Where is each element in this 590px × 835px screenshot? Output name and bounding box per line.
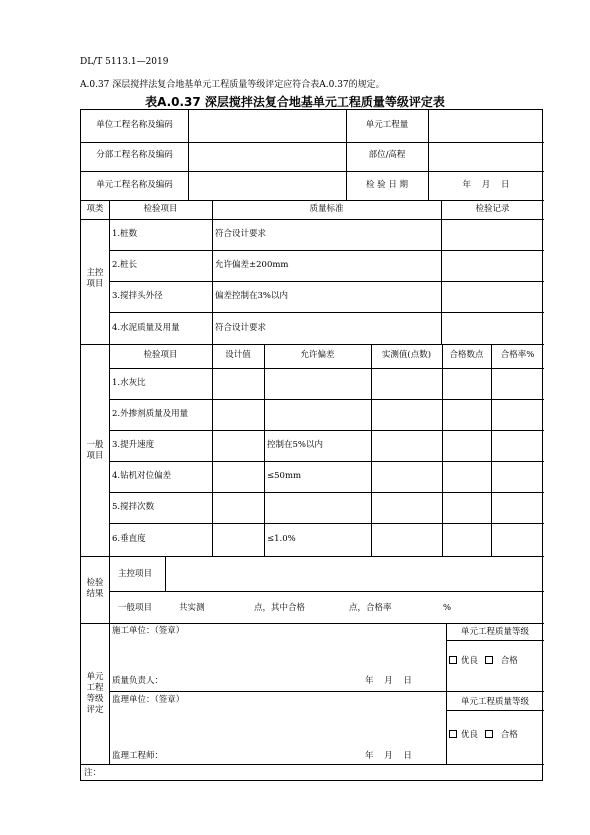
check-date-value: 年 月 日: [462, 180, 510, 190]
item-header: 检验项目: [143, 204, 178, 214]
grid-line: [81, 142, 544, 143]
excellent-checkbox[interactable]: [449, 730, 457, 738]
general-item-allow: 控制在5%以内: [267, 440, 323, 450]
main-item-name: 3.搅拌头外径: [112, 291, 163, 301]
general-item-name: 5.搅拌次数: [112, 502, 155, 512]
general-item-name: 1.水灰比: [112, 378, 146, 388]
category-header: 项类: [86, 204, 104, 214]
result-label: 检验结果: [86, 578, 104, 599]
grid-line: [109, 368, 544, 369]
main-item-standard: 符合设计要求: [215, 229, 267, 239]
grid-line: [441, 200, 442, 344]
grid-line: [109, 312, 544, 313]
main-item-standard: 偏差控制在3%以内: [215, 291, 288, 301]
grid-line: [81, 219, 544, 220]
main-control-label: 主控项目: [86, 268, 104, 289]
standard-header: 质量标准: [309, 204, 344, 214]
grid-line: [81, 171, 544, 172]
main-item-name: 2.桩长: [112, 260, 138, 270]
grid-line: [188, 110, 189, 200]
grid-line: [81, 623, 544, 624]
general-item-allow: ≤50mm: [267, 471, 302, 481]
grid-line: [446, 710, 544, 711]
unit-amount-label: 单元工程量: [365, 120, 409, 130]
grid-line: [109, 200, 110, 764]
grid-line: [109, 492, 544, 493]
excellent-label: 优良: [461, 730, 479, 740]
grade-options-construction: [449, 656, 518, 667]
grid-line: [446, 640, 544, 641]
grid-line: [371, 344, 372, 556]
grid-line: [109, 461, 544, 462]
grid-line: [446, 623, 447, 764]
grid-line: [109, 430, 544, 431]
note-label: 注：: [84, 768, 102, 778]
grid-line: [81, 344, 544, 345]
result-main-control: 主控项目: [118, 569, 153, 579]
grid-line: [109, 250, 544, 251]
general-item-name: 6.垂直度: [112, 534, 146, 544]
element-project-label: 单元工程名称及编码: [96, 180, 173, 190]
design-value-header: 设计值: [225, 350, 251, 360]
general-item-header: 检验项目: [143, 350, 178, 360]
record-header: 检验记录: [475, 204, 510, 214]
measured-header: 实测值(点数): [381, 350, 432, 360]
qualified-checkbox[interactable]: [485, 730, 493, 738]
general-label: 一般项目: [86, 440, 104, 461]
general-item-name: 4.钻机对位偏差: [112, 471, 172, 481]
qualified-label: 合格: [500, 730, 518, 740]
result-percent: %: [443, 603, 452, 613]
main-item-standard: 符合设计要求: [215, 323, 267, 333]
main-item-name: 4.水泥质量及用量: [112, 323, 180, 333]
evaluation-label: 单元工程等级评定: [86, 672, 104, 715]
intro-text: A.0.37 深层搅拌法复合地基单元工程质量等级评定应符合表A.0.37的规定。: [80, 80, 385, 90]
construction-date: 年 月 日: [365, 676, 412, 686]
grid-line: [442, 344, 443, 556]
grid-line: [109, 523, 544, 524]
general-item-name: 2.外掺剂质量及用量: [112, 409, 189, 419]
grid-line: [264, 344, 265, 556]
pass-points-header: 合格数点: [449, 350, 484, 360]
grid-line: [81, 764, 544, 765]
grid-line: [109, 281, 544, 282]
result-points-rate: 点，合格率: [349, 603, 392, 613]
excellent-checkbox[interactable]: [449, 656, 457, 664]
grid-line: [491, 344, 492, 556]
grade-label-construction: 单元工程质量等级: [460, 627, 529, 637]
table-title: 表A.0.37 深层搅拌法复合地基单元工程质量等级评定表: [145, 95, 445, 109]
grade-label-supervision: 单元工程质量等级: [460, 697, 529, 707]
main-item-standard: 允许偏差±200mm: [215, 260, 289, 270]
unit-project-label: 单位工程名称及编码: [96, 120, 173, 130]
excellent-label: 优良: [461, 656, 479, 666]
grid-line: [81, 556, 544, 557]
supervision-date: 年 月 日: [365, 751, 412, 761]
allow-deviation-header: 允许偏差: [300, 350, 335, 360]
standard-code: DL/T 5113.1—2019: [80, 57, 169, 67]
check-date-label: 检 验 日 期: [365, 180, 409, 190]
result-total-measured: 共实测: [179, 603, 205, 613]
grid-line: [212, 344, 213, 556]
main-item-name: 1.桩数: [112, 229, 138, 239]
qualified-checkbox[interactable]: [485, 656, 493, 664]
qualified-label: 合格: [500, 656, 518, 666]
evaluation-table: [80, 109, 543, 781]
pass-rate-header: 合格率%: [500, 350, 535, 360]
sub-project-label: 分部工程名称及编码: [96, 150, 173, 160]
grid-line: [109, 399, 544, 400]
grid-line: [81, 200, 544, 201]
construction-unit: 施工单位：（签章）: [112, 626, 185, 636]
grid-line: [212, 200, 213, 344]
general-item-allow: ≤1.0%: [267, 534, 296, 544]
supervisor: 监理工程师：: [112, 751, 164, 761]
grade-options-supervision: [449, 730, 518, 741]
result-general: 一般项目: [118, 603, 153, 613]
result-points-passed: 点，其中合格: [254, 603, 306, 613]
grid-line: [109, 591, 544, 592]
general-item-name: 3.提升速度: [112, 440, 155, 450]
quality-manager: 质量负责人：: [112, 676, 164, 686]
grid-line: [165, 556, 166, 591]
grid-line: [109, 691, 544, 692]
location-label: 部位/高程: [368, 150, 406, 160]
supervision-unit: 监理单位：（签章）: [112, 695, 185, 705]
